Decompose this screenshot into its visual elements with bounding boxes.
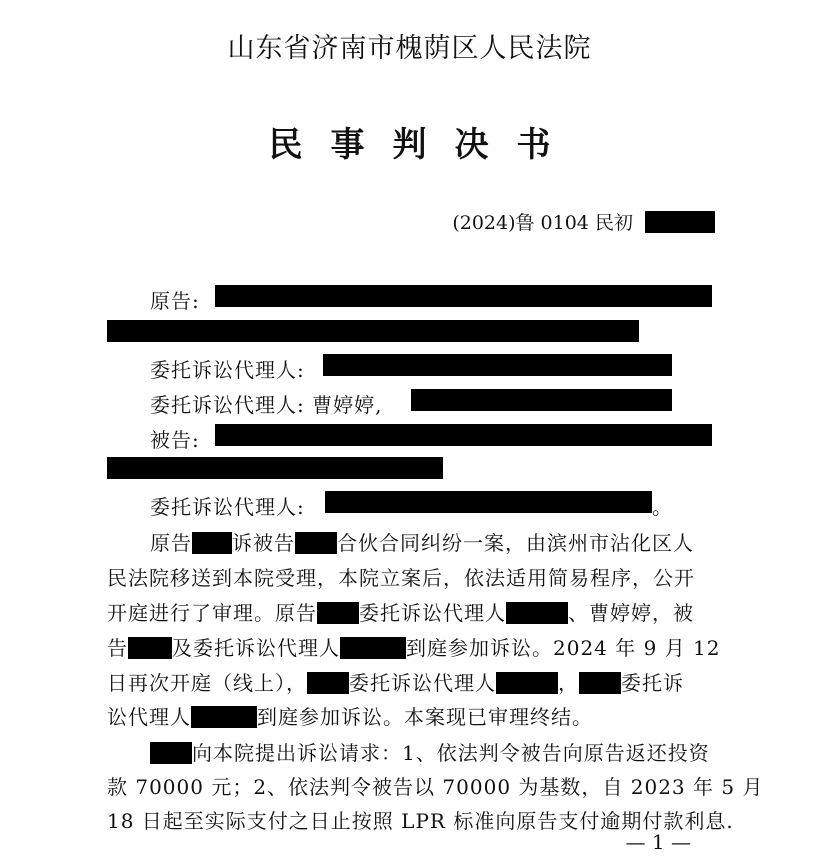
redaction-box bbox=[325, 491, 652, 513]
body-line bbox=[150, 737, 710, 766]
redaction-box bbox=[107, 320, 639, 342]
body-line: 民法院移送到本院受理，本院立案后，依法适用简易程序，公开 bbox=[107, 566, 695, 590]
redaction-box bbox=[192, 532, 232, 554]
court-name: 山东省济南市槐荫区人民法院 bbox=[227, 33, 592, 64]
text-fragment: 开庭进行了审理。原告 bbox=[107, 601, 317, 625]
redaction-box bbox=[150, 742, 192, 764]
defendant-agent-end: 。 bbox=[652, 495, 673, 519]
plaintiff-agent-label-2: 委托诉讼代理人: 曹婷婷, bbox=[150, 393, 383, 417]
text-fragment: 向本院提出诉讼请求：1、依法判令被告向原告返还投资 bbox=[192, 741, 710, 765]
plaintiff-agent-label-1: 委托诉讼代理人: bbox=[150, 358, 305, 382]
redaction-box bbox=[307, 672, 349, 694]
text-fragment: 告 bbox=[107, 636, 128, 660]
text-fragment: 及委托诉讼代理人 bbox=[172, 636, 340, 660]
text-fragment: 委托诉讼代理人 bbox=[359, 601, 506, 625]
text-fragment: 诉被告 bbox=[232, 531, 295, 555]
text-fragment: 讼代理人 bbox=[107, 705, 191, 729]
redaction-box bbox=[215, 285, 712, 307]
redaction-box bbox=[128, 637, 172, 659]
redaction-box bbox=[496, 672, 558, 694]
text-fragment: 到庭参加诉讼。本案现已审理终结。 bbox=[257, 705, 593, 729]
defendant-label: 被告: bbox=[150, 428, 200, 452]
body-line: 18 日起至实际支付之日止按照 LPR 标准向原告支付逾期付款利息. bbox=[107, 809, 734, 833]
text-fragment: ， bbox=[558, 671, 579, 695]
text-fragment: 原告 bbox=[150, 531, 192, 555]
defendant-agent-label: 委托诉讼代理人: bbox=[150, 495, 305, 519]
redaction-box bbox=[323, 354, 672, 376]
plaintiff-label: 原告: bbox=[150, 289, 200, 313]
redaction-box bbox=[215, 424, 712, 446]
page-number: — 1 — bbox=[625, 830, 691, 854]
body-line bbox=[107, 701, 593, 730]
text-fragment: 、曹婷婷，被 bbox=[568, 601, 694, 625]
document-title: 民事判决书 bbox=[268, 125, 579, 165]
redaction-box bbox=[295, 532, 337, 554]
body-line bbox=[150, 527, 694, 556]
redaction-box bbox=[317, 602, 359, 624]
text-fragment: 委托诉讼代理人 bbox=[349, 671, 496, 695]
text-fragment: 委托诉 bbox=[621, 671, 684, 695]
body-line: 款 70000 元；2、依法判令被告以 70000 为基数，自 2023 年 5 月 bbox=[107, 775, 764, 799]
redaction-box bbox=[107, 457, 443, 479]
body-line bbox=[107, 667, 684, 696]
redaction-box bbox=[340, 637, 406, 659]
case-number-text: (2024)鲁 0104 民初 bbox=[452, 212, 633, 234]
text-fragment: 到庭参加诉讼。2024 年 9 月 12 bbox=[406, 636, 721, 660]
redaction-box bbox=[411, 389, 672, 411]
body-line bbox=[107, 597, 694, 626]
body-line bbox=[107, 632, 721, 661]
redaction-box bbox=[191, 706, 257, 728]
case-number bbox=[452, 208, 715, 235]
redaction-box bbox=[579, 672, 621, 694]
redaction-box bbox=[645, 211, 715, 233]
text-fragment: 合伙合同纠纷一案，由滨州市沾化区人 bbox=[337, 531, 694, 555]
redaction-box bbox=[506, 602, 568, 624]
text-fragment: 日再次开庭（线上）， bbox=[107, 671, 307, 695]
